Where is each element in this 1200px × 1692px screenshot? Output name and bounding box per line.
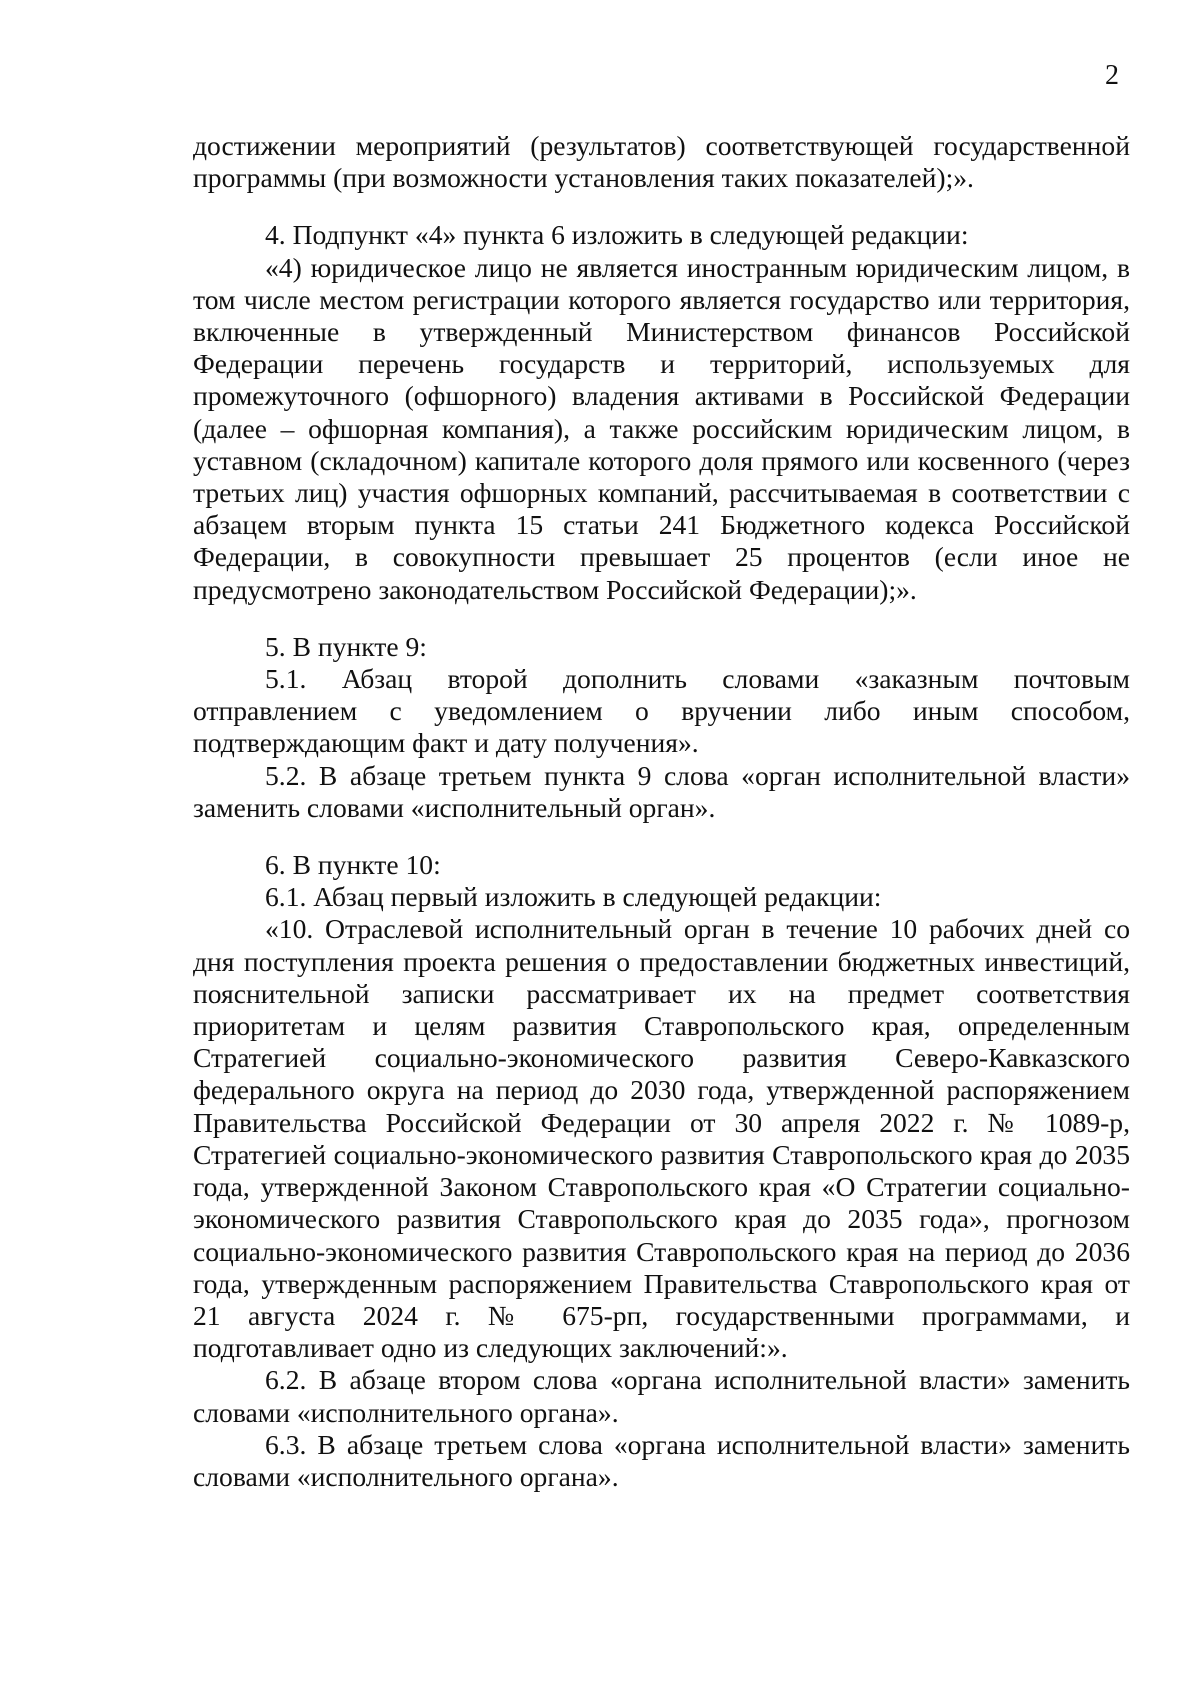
paragraph-item-5-2: 5.2. В абзаце третьем пункта 9 слова «орган исполнительной власти» заменить словами «исполнительный орган». bbox=[193, 759, 1130, 823]
paragraph-item-5-1: 5.1. Абзац второй дополнить словами «заказным почтовым отправлением с уведомлением о вручении либо иным способом, подтверждающим факт и дату получения». bbox=[193, 663, 1130, 759]
paragraph-item-6-1: 6.1. Абзац первый изложить в следующей редакции: bbox=[265, 881, 882, 913]
paragraph-item-6-heading: 6. В пункте 10: bbox=[265, 849, 441, 881]
paragraph-item-6-1-text: «10. Отраслевой исполнительный орган в течение 10 рабочих дней со дня поступления проекта решения о предоставлении бюджетных инвестиций, пояснительной записки рассматривает их на предмет соответствия приоритетам и целям развития Ставропольского края, определенным Стратегией социально-экономического развития Северо-Кавказского федерального округа на период до 2030 года, утвержденной распоряжением Правительства Российской Федерации от 30 апреля 2022 г. № 1089-р, Стратегией социально-экономического развития Ставропольского края до 2035 года, утвержденной Законом Ставропольского края «О Стратегии социально-экономического развития Ставропольского края до 2035 года», прогнозом социально-экономического развития Ставропольского края на период до 2036 года, утвержденным распоряжением Правительства Ставропольского края от 21 августа 2024 г. № 675-рп, государственными программами, и подготавливает одно из следующих заключений:». bbox=[193, 913, 1130, 1364]
paragraph-continuation: достижении мероприятий (результатов) соответствующей государственной программы (при возможности установления таких показателей);». bbox=[193, 130, 1130, 194]
paragraph-item-6-3: 6.3. В абзаце третьем слова «органа исполнительной власти» заменить словами «исполнительного органа». bbox=[193, 1428, 1130, 1492]
paragraph-item-4-text: «4) юридическое лицо не является иностранным юридическим лицом, в том числе местом регистрации которого является государство или территория, включенные в утвержденный Министерством финансов Российской Федерации перечень государств и территорий, используемых для промежуточного (офшорного) владения активами в Российской Федерации (далее – офшорная компания), а также российским юридическим лицом, в уставном (складочном) капитале которого доля прямого или косвенного (через третьих лиц) участия офшорных компаний, рассчитываемая в соответствии с абзацем вторым пункта 15 статьи 241 Бюджетного кодекса Российской Федерации, в совокупности превышает 25 процентов (если иное не предусмотрено законодательством Российской Федерации);». bbox=[193, 251, 1130, 605]
document-body bbox=[193, 130, 1130, 1493]
paragraph-item-6-2: 6.2. В абзаце втором слова «органа исполнительной власти» заменить словами «исполнительного органа». bbox=[193, 1364, 1130, 1428]
page-number: 2 bbox=[1105, 60, 1119, 91]
paragraph-item-4-heading: 4. Подпункт «4» пункта 6 изложить в следующей редакции: bbox=[265, 219, 969, 251]
paragraph-item-5-heading: 5. В пункте 9: bbox=[265, 630, 427, 662]
